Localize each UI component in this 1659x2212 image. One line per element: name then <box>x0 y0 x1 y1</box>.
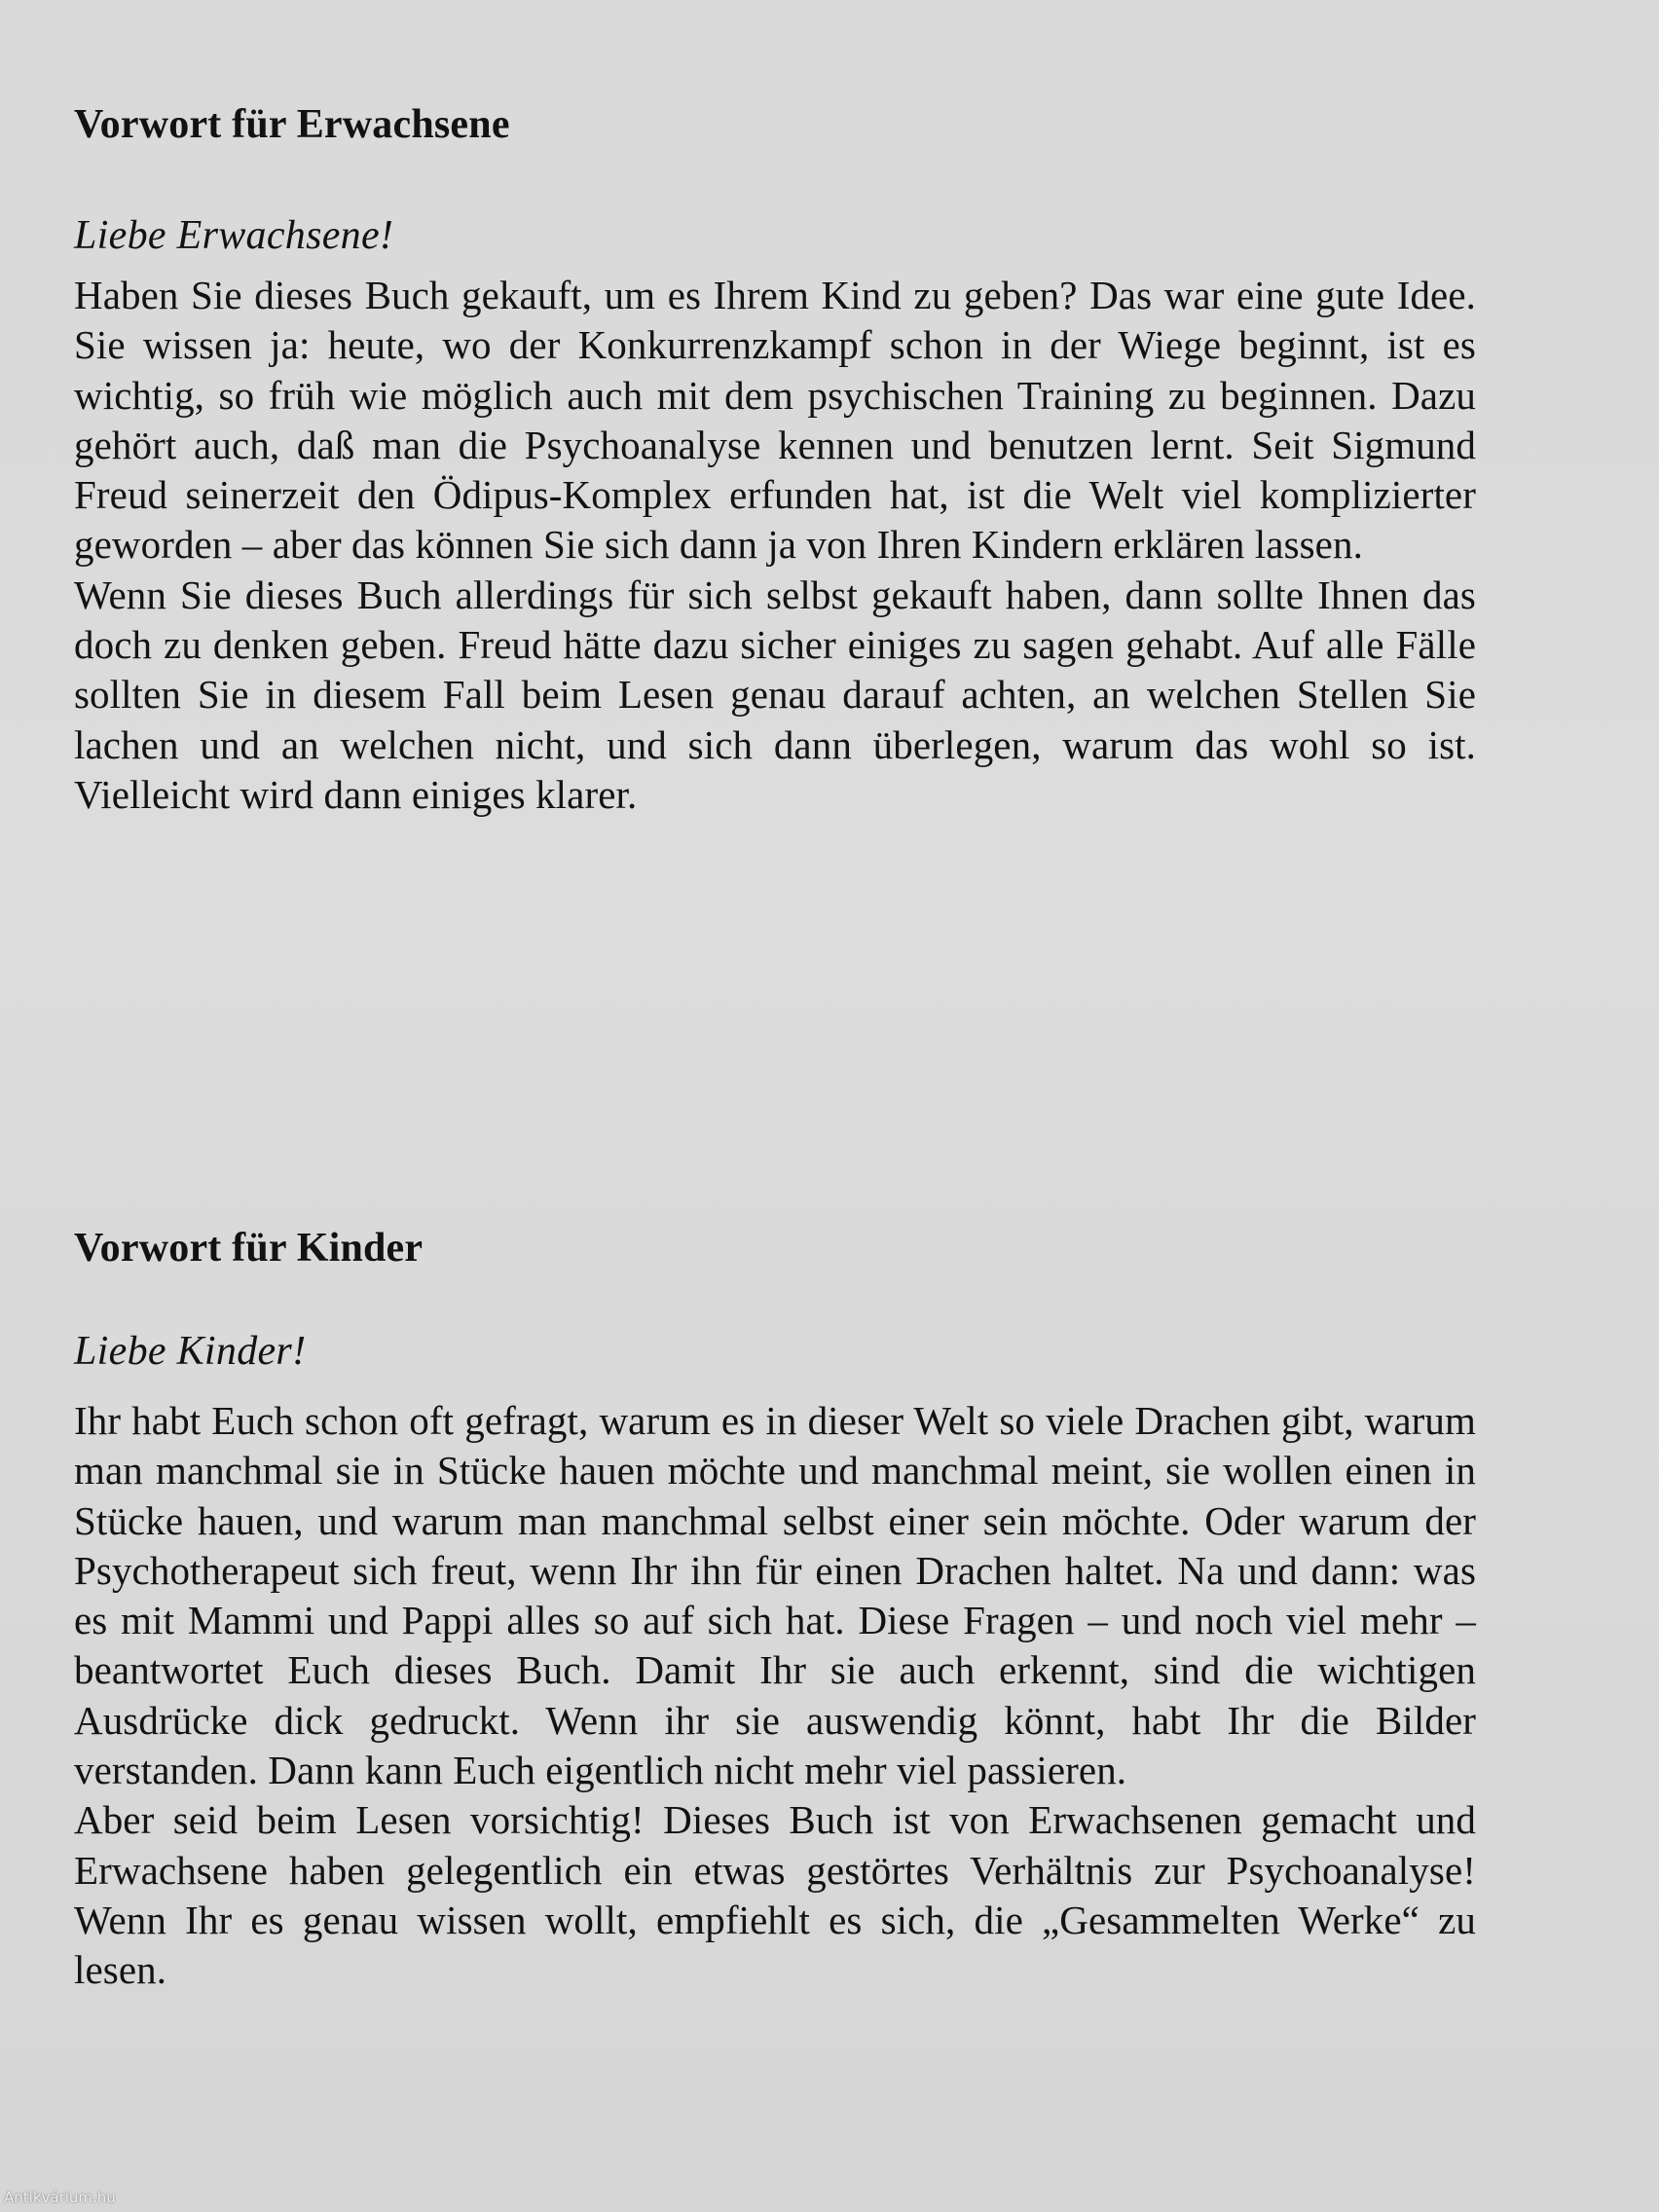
watermark: Antikvárium.hu <box>4 2189 116 2206</box>
preface-adults-paragraph-1: Haben Sie dieses Buch gekauft, um es Ihrem Kind zu geben? Das war eine gute Idee. Sie wissen ja: heute, wo der Konkurrenzkampf schon in der Wiege beginnt, ist es wichtig, so früh wie möglich auch mit dem psychischen Training zu beginnen. Dazu gehört auch, daß man die Psychoanalyse kennen und benutzen lernt. Seit Sigmund Freud seinerzeit den Ödipus-Komplex erfunden hat, ist die Welt viel komplizierter geworden – aber das können Sie sich dann ja von Ihren Kindern erklären lassen. <box>74 273 1476 568</box>
preface-adults-salutation: Liebe Erwachsene! <box>74 213 394 258</box>
preface-kids-section <box>74 1219 1476 1996</box>
preface-kids-paragraph-1: Ihr habt Euch schon oft gefragt, warum es in dieser Welt so viele Drachen gibt, warum man manchmal sie in Stücke hauen möchte und manchmal meint, sie wollen einen in Stücke hauen, und warum man manchmal selbst einer sein möchte. Oder warum der Psychotherapeut sich freut, wenn Ihr ihn für einen Drachen haltet. Na und dann: was es mit Mammi und Pappi alles so auf sich hat. Diese Fragen – und noch viel mehr – beantwortet Euch dieses Buch. Damit Ihr sie auch erkennt, sind die wichtigen Ausdrücke dick gedruckt. Wenn ihr sie auswendig könnt, habt Ihr die Bilder verstanden. Dann kann Euch eigentlich nicht mehr viel passieren. <box>74 1398 1476 1793</box>
preface-adults-section <box>74 95 1476 820</box>
preface-adults-heading: Vorwort für Erwachsene <box>74 102 510 147</box>
preface-adults-paragraph-2: Wenn Sie dieses Buch allerdings für sich selbst gekauft haben, dann sollte Ihnen das doch zu denken geben. Freud hätte dazu sicher einiges zu sagen gehabt. Auf alle Fälle sollten Sie in diesem Fall beim Lesen genau darauf achten, an welchen Stellen Sie lachen und an welchen nicht, und sich dann überlegen, warum das wohl so ist. Vielleicht wird dann einiges klarer. <box>74 571 1476 817</box>
preface-kids-paragraph-2: Aber seid beim Lesen vorsichtig! Dieses Buch ist von Erwachsenen gemacht und Erwachsene haben gelegentlich ein etwas gestörtes Verhältnis zur Psychoanalyse! Wenn Ihr es genau wissen wollt, empfiehlt es sich, die „Gesammelten Werke“ zu lesen. <box>74 1797 1476 1993</box>
preface-kids-heading: Vorwort für Kinder <box>74 1226 424 1271</box>
book-page <box>74 0 1476 2212</box>
preface-kids-salutation: Liebe Kinder! <box>74 1329 307 1374</box>
